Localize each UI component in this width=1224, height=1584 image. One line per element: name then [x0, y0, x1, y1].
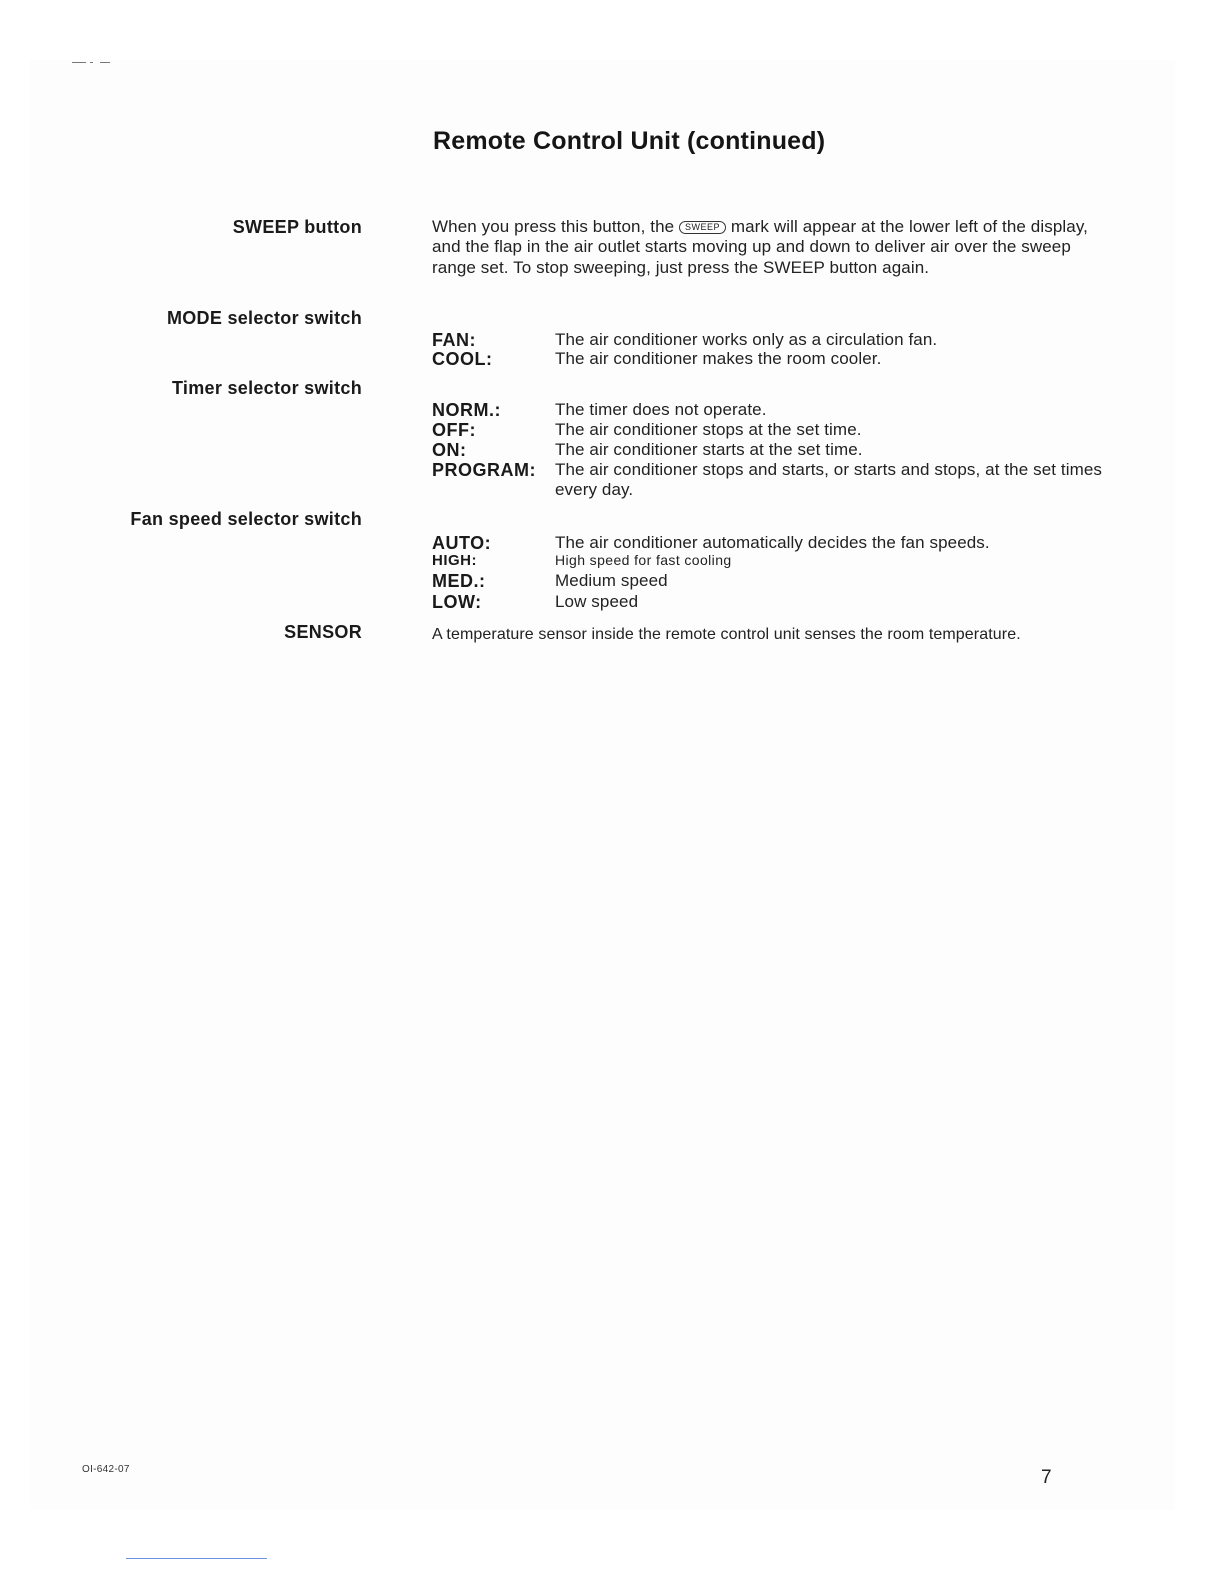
timer-term: NORM.:	[432, 400, 501, 420]
fan-speed-desc: Low speed	[555, 592, 639, 611]
timer-item-on	[432, 440, 1112, 460]
fan-speed-term: HIGH:	[432, 552, 477, 569]
mode-item-fan	[432, 330, 1112, 349]
mode-item-cool	[432, 349, 1112, 368]
timer-desc: The air conditioner starts at the set time.	[555, 440, 863, 459]
timer-term: PROGRAM:	[432, 460, 536, 480]
page-title: Remote Control Unit (continued)	[433, 127, 826, 155]
timer-term: ON:	[432, 440, 467, 460]
mode-term: COOL:	[432, 349, 493, 369]
sweep-description	[432, 217, 1092, 278]
fan-speed-item-auto	[432, 533, 1112, 552]
fan-speed-item-low	[432, 592, 1112, 613]
page-number: 7	[1041, 1467, 1052, 1488]
scan-artifact	[72, 62, 112, 64]
fan-speed-desc: High speed for fast cooling	[555, 552, 732, 568]
fan-speed-term: MED.:	[432, 571, 486, 591]
fan-speed-term: AUTO:	[432, 533, 492, 553]
mode-desc: The air conditioner makes the room cooler.	[555, 349, 882, 368]
mode-selector-label: MODE selector switch	[166, 308, 362, 328]
fan-speed-item-med	[432, 571, 1112, 592]
sweep-text-after: mark will appear at the lower left of the display, and the flap in the air outlet starts moving up and down to deliver air over the sweep range set. To stop sweeping, just press the SWEEP button again.	[432, 217, 1088, 277]
timer-desc: The timer does not operate.	[555, 400, 767, 419]
sweep-mark-icon: SWEEP	[679, 221, 726, 234]
timer-selector-label: Timer selector switch	[171, 378, 362, 398]
timer-item-norm	[432, 400, 1112, 420]
timer-term: OFF:	[432, 420, 476, 440]
fan-speed-item-high	[432, 552, 1112, 571]
fan-speed-desc: The air conditioner automatically decides the fan speeds.	[555, 533, 990, 552]
fan-speed-definitions	[432, 533, 1112, 613]
timer-item-off	[432, 420, 1112, 440]
mode-desc: The air conditioner works only as a circulation fan.	[555, 330, 938, 349]
mode-term: FAN:	[432, 330, 476, 350]
fan-speed-desc: Medium speed	[555, 571, 668, 590]
mode-definitions	[432, 330, 1112, 368]
sweep-button-label: SWEEP button	[232, 217, 362, 237]
sensor-description: A temperature sensor inside the remote control unit senses the room temperature.	[432, 626, 1021, 643]
timer-desc: The air conditioner stops at the set time.	[555, 420, 862, 439]
sweep-text-before: When you press this button, the	[432, 217, 675, 236]
timer-item-program	[432, 460, 1112, 500]
timer-desc: The air conditioner stops and starts, or starts and stops, at the set times every day.	[555, 460, 1103, 499]
document-code: OI-642-07	[82, 1464, 130, 1475]
sensor-label: SENSOR	[284, 622, 362, 642]
fan-speed-selector-label: Fan speed selector switch	[130, 509, 362, 529]
bottom-divider	[126, 1558, 267, 1559]
timer-definitions	[432, 400, 1112, 500]
fan-speed-term: LOW:	[432, 592, 482, 612]
